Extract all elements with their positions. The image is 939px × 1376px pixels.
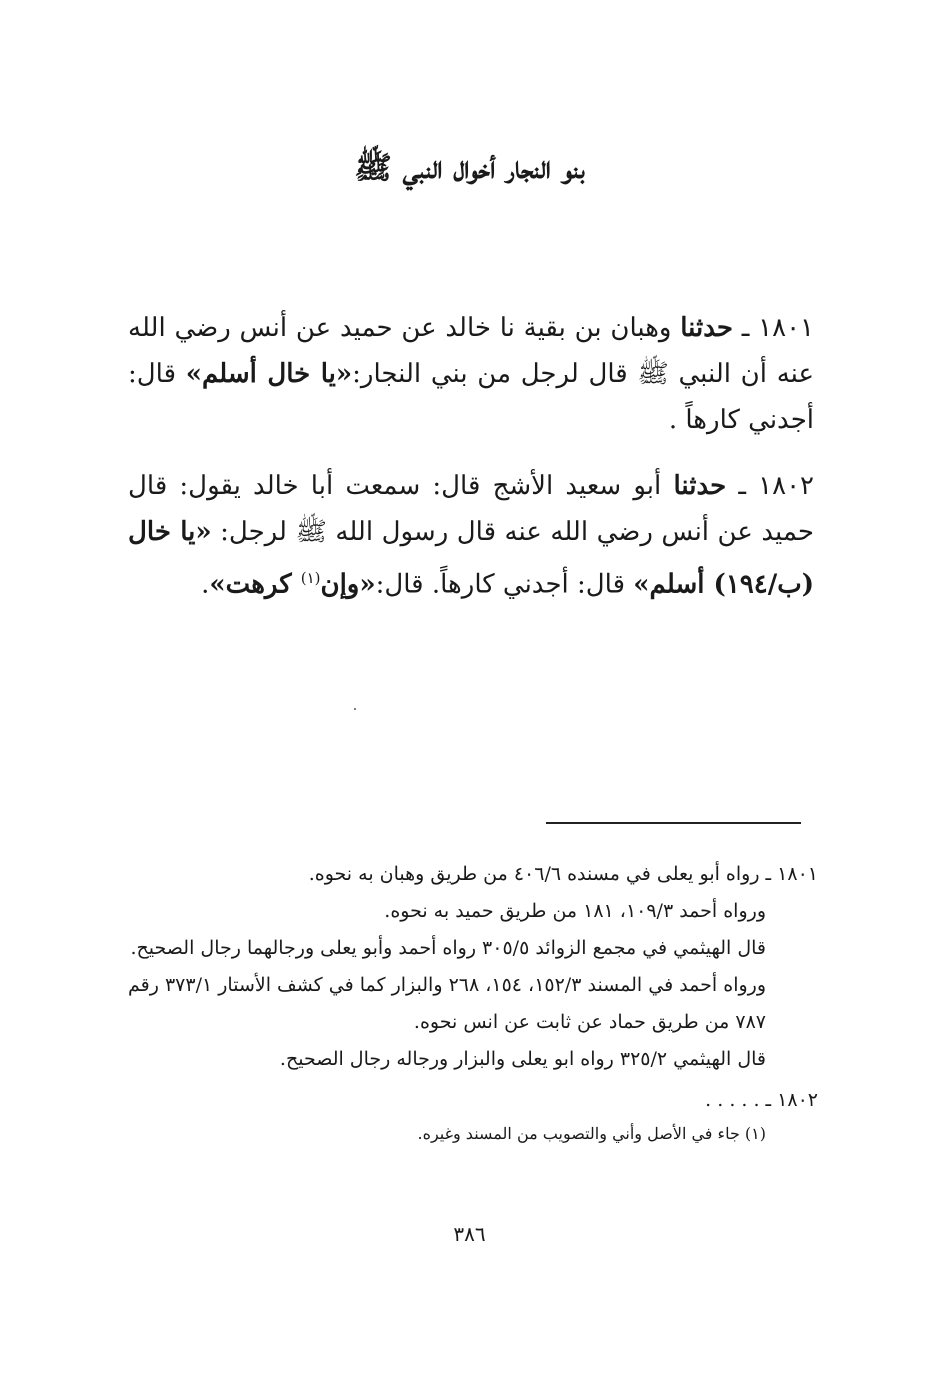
note-1801-line: قال الهيثمي في مجمع الزوائد ٣٠٥/٥ رواه أحمد وأبو يعلى ورجالهما رجال الصحيح. xyxy=(130,937,766,959)
hadith-1802 xyxy=(128,463,814,608)
hadith-lead-word: حدثنا xyxy=(680,313,733,343)
note-1801-line: ١٨٠١ ـ رواه أبو يعلى في مسنده ٤٠٦/٦ من طريق وهبان به نحوه. xyxy=(308,863,818,885)
note-1801-line: قال الهيثمي ٣٢٥/٢ رواه ابو يعلى والبزار ورجاله رجال الصحيح. xyxy=(279,1048,766,1070)
hadith-quote: كرهت» xyxy=(209,569,301,600)
hadith-number: ١٨٠١ ـ xyxy=(741,313,814,343)
note-1801-line: ورواه أحمد في المسند ١٥٢/٣، ١٥٤، ٢٦٨ والبزار كما في كشف الأستار ٣٧٣/١ رقم ٧٨٧ من طريق حماد عن ثابت عن انس نحوه. xyxy=(128,974,766,1033)
hadith-number: ١٨٠٢ ـ xyxy=(738,471,815,501)
hadith-quote: «وإن xyxy=(320,569,376,600)
footnote-1: (١) جاء في الأصل وأني والتصويب من المسند وغيره. xyxy=(417,1124,766,1143)
hadith-text: . xyxy=(201,569,210,600)
hadith-text: وهبان بن بقية نا خالد عن حميد عن أنس رضي الله عنه أن النبي ﷺ قال لرجل من بني النجار: xyxy=(128,313,814,389)
chapter-heading: بنو النجار أخوال النبي ﷺ xyxy=(354,150,585,186)
hadith-quote: «يا خال (ب/١٩٤) أسلم» xyxy=(128,517,814,600)
note-1801-line: ورواه أحمد ١٠٩/٣، ١٨١ من طريق حميد به نحوه. xyxy=(384,900,766,922)
hadith-text: قال: أجدني كارهاً. قال: xyxy=(375,569,634,600)
page-number: ٣٨٦ xyxy=(453,1222,486,1246)
notes-separator-line xyxy=(546,822,801,824)
main-text xyxy=(128,305,814,628)
hadith-text: أبو سعيد الأشج قال: سمعت أبا خالد يقول: قال حميد عن أنس رضي الله عنه قال رسول الله ﷺ لرجل: xyxy=(128,471,814,547)
note-1802-line: ١٨٠٢ ـ . . . . . xyxy=(705,1089,818,1111)
footnote-reference: (١) xyxy=(300,569,321,587)
hadith-quote: «يا خال أسلم» xyxy=(185,359,353,389)
hadith-text: قال: أجدني كارهاً . xyxy=(128,359,814,435)
notes-section xyxy=(128,856,818,1149)
hadith-1801 xyxy=(128,305,814,443)
print-speck xyxy=(354,708,356,710)
hadith-lead-word: حدثنا xyxy=(673,471,727,501)
